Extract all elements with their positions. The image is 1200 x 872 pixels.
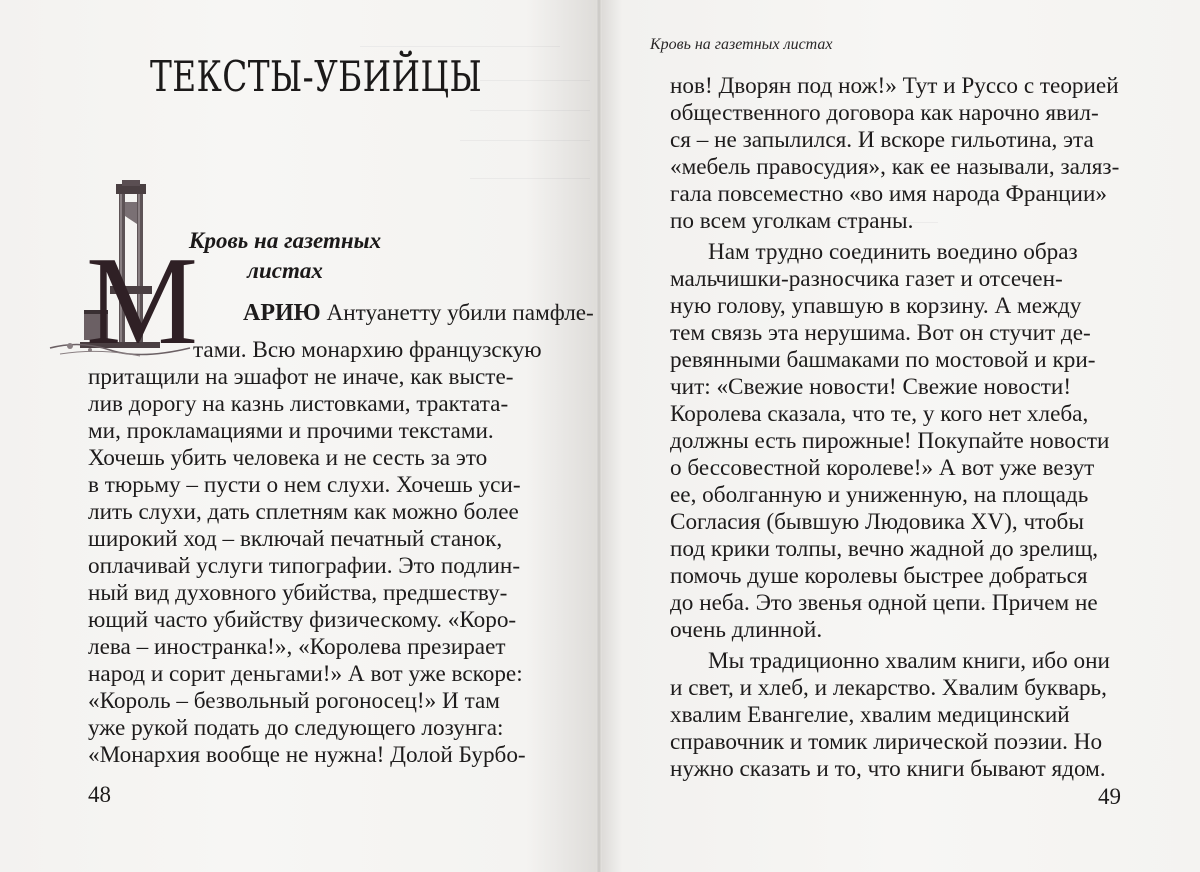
text-line: Согласия (бывшую Людовика XV), чтобы [670, 509, 1084, 535]
text-line: широкий ход – включай печатный станок, [88, 526, 503, 552]
text-line: оплачивай услуги типографии. Это подлин- [88, 553, 521, 579]
text-line: мальчишки-разносчика газет и отсечен- [670, 266, 1063, 292]
text-line: по всем уголкам страны. [670, 208, 914, 234]
text-line: Королева сказала, что те, у кого нет хлеба, [670, 401, 1089, 427]
text-line: под крики толпы, вечно жадной до зрелищ, [670, 536, 1099, 562]
text-line: лить слухи, дать сплетням как можно более [88, 499, 519, 525]
text-line: ный вид духовного убийства, предшеству- [88, 580, 508, 606]
text-line: «Монархия вообще не нужна! Долой Бурбо- [88, 742, 526, 768]
text-line: гала повсеместно «во имя народа Франции» [670, 181, 1107, 207]
text-line: ми, прокламациями и прочими текстами. [88, 418, 494, 444]
text-line: хвалим Евангелие, хвалим медицинский [670, 702, 1070, 728]
text-line: общественного договора как нарочно явил- [670, 100, 1099, 126]
text-line: тами. Всю монархию французскую [193, 337, 542, 363]
section-title-line: Кровь на газетных [188, 228, 382, 253]
show-through [470, 110, 590, 111]
text-line: лив дорогу на казнь листовками, трактата- [88, 391, 509, 417]
text-line: ющий часто убийству физическому. «Коро- [88, 607, 517, 633]
text-line: справочник и томик лирической поэзии. Но [670, 729, 1103, 755]
text-line: лева – иностранка!», «Королева презирает [88, 634, 506, 660]
text-line: ся – не запылился. И вскоре гильотина, эта [670, 127, 1094, 153]
text-line: нов! Дворян под нож!» Тут и Руссо с теорией [670, 73, 1119, 99]
text-line: притащили на эшафот не иначе, как высте- [88, 364, 514, 390]
first-word: АРИЮ [243, 300, 321, 326]
text-line: ее, оболганную и униженную, на площадь [670, 482, 1089, 508]
text-line: АРИЮ Антуанетту убили памфле- [243, 300, 594, 326]
text-line: тем связь эта нерушима. Вот он стучит де- [670, 320, 1091, 346]
text-line: до неба. Это звенья одной цепи. Причем не [670, 590, 1098, 616]
text-line: Нам трудно соединить воедино образ [708, 239, 1078, 265]
show-through [480, 80, 590, 81]
show-through [470, 178, 590, 179]
left-page [0, 0, 598, 872]
text-line: и свет, и хлеб, и лекарство. Хвалим букварь, [670, 675, 1107, 701]
text-line: Хочешь убить человека и не сесть за это [88, 445, 488, 471]
running-head: Кровь на газетных листах [650, 36, 833, 53]
text-line: должны есть пирожные! Покупайте новости [670, 428, 1110, 454]
text-line: о бессовестной королеве!» А вот уже везут [670, 455, 1095, 481]
text-line: в тюрьму – пусти о нем слухи. Хочешь уси- [88, 472, 521, 498]
text-line: помочь душе королевы быстрее добраться [670, 563, 1088, 589]
page-number: 49 [1098, 784, 1121, 809]
text-line: ревянными башмаками по мостовой и кри- [670, 347, 1096, 373]
text-line: уже рукой подать до следующего лозунга: [88, 715, 504, 741]
drop-cap: М [86, 232, 199, 371]
section-title-line: листах [247, 258, 323, 283]
text-line: ную голову, упавшую в корзину. А между [670, 293, 1082, 319]
page-number: 48 [88, 782, 111, 807]
show-through [360, 46, 560, 47]
text-line: народ и сорит деньгами!» А вот уже вскоре: [88, 661, 523, 687]
text-line: Мы традиционно хвалим книги, ибо они [708, 648, 1110, 674]
text-line: «Король – безвольный рогоносец!» И там [88, 688, 500, 714]
text-line: «мебель правосудия», как ее называли, заляз- [670, 154, 1120, 180]
text-line: чит: «Свежие новости! Свежие новости! [670, 374, 1072, 400]
gutter [596, 0, 602, 872]
chapter-title: ТЕКСТЫ-УБИЙЦЫ [150, 52, 483, 101]
show-through [460, 140, 590, 141]
section-title [180, 226, 390, 286]
text-line: очень длинной. [670, 617, 823, 643]
text-line: нужно сказать и то, что книги бывают ядом. [670, 756, 1106, 782]
